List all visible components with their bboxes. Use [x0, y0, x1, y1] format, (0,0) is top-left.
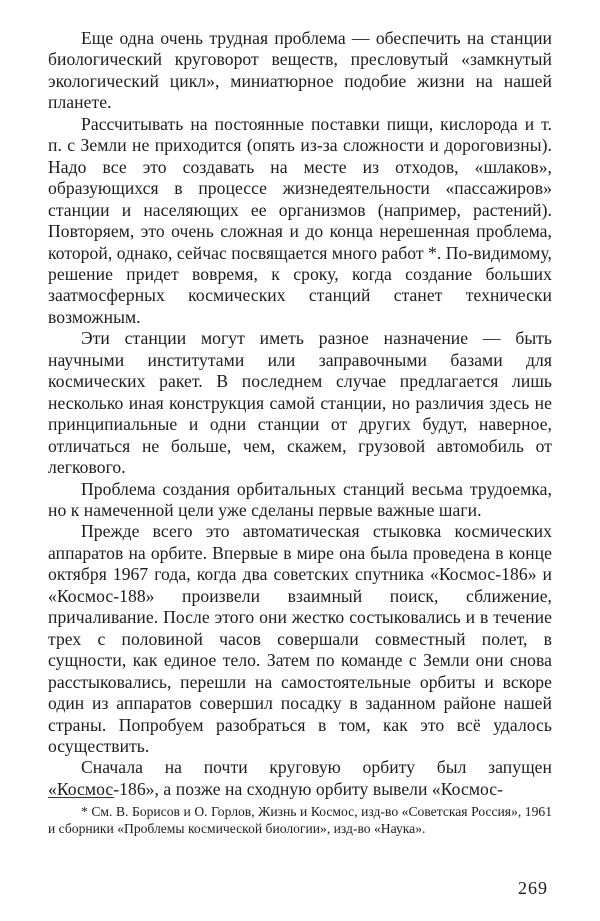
paragraph-kosmos-186-launch: Сначала на почти круговую орбиту был запущен «Космос-186», а позже на сходную орбиту вывели «Космос-: [48, 757, 552, 799]
paragraph-first-steps: Проблема создания орбитальных станций весьма трудоемка, но к намеченной цели уже сделаны первые важные шаги.: [48, 478, 552, 520]
footnote-divider: [48, 797, 114, 798]
paragraph-station-purposes: Эти станции могут иметь разное назначение — быть научными институтами или заправочными базами для космических ракет. В последнем случае предлагается лишь несколько иная конструкция самой станции, но различия здесь не принципиальные и одни станции от других будут, наверное, отличаться не больше, чем, скажем, грузовой автомобиль от легкового.: [48, 328, 552, 478]
paragraph-supplies-from-earth: Рассчитывать на постоянные поставки пищи, кислорода и т. п. с Земли не приходится (опять из-за сложности и дороговизны). Надо все это создавать на месте из отходов, «шлаков», образующихся в процессе жизнедеятельности «пассажиров» станции и населяющих ее организмов (например, растений). Повторяем, это очень сложная и до конца нерешенная проблема, которой, однако, сейчас посвящается много работ *. По-видимому, решение придет вовремя, к сроку, когда создание больших заатмосферных космических станций станет технически возможным.: [48, 113, 552, 327]
book-page: [48, 28, 552, 908]
page-number: 269: [518, 878, 548, 898]
footnote: * См. В. Борисов и О. Горлов, Жизнь и Космос, изд-во «Советская Россия», 1961 и сборники «Проблемы космической биологии», изд-во «Наука».: [48, 804, 552, 836]
main-text: [48, 28, 552, 800]
paragraph-closed-ecological-cycle: Еще одна очень трудная проблема — обеспечить на станции биологический круговорот веществ, пресловутый «замкнутый экологический цикл», миниатюрное подобие жизни на нашей планете.: [48, 28, 552, 113]
paragraph-automatic-docking: Прежде всего это автоматическая стыковка космических аппаратов на орбите. Впервые в мире она была проведена в конце октября 1967 года, когда два советских спутника «Космос-186» и «Космос-188» произвели взаимный поиск, сближение, причаливание. После этого они жестко состыковались и в течение трех с половиной часов совершали совместный полет, в сущности, как единое тело. Затем по команде с Земли они снова расстыковались, перешли на самостоятельные орбиты и вскоре один из аппаратов совершил посадку в заданном районе нашей страны. Попробуем разобраться в том, как это всё удалось осуществить.: [48, 521, 552, 756]
